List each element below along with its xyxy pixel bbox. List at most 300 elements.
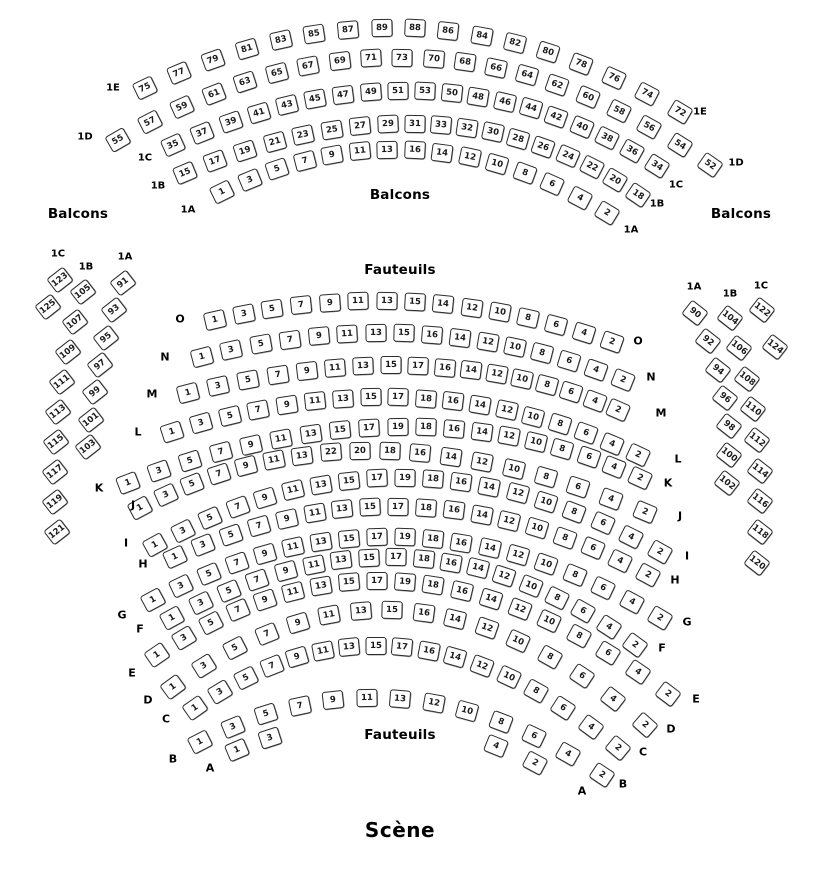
seat-balcon-1A-1[interactable]: 1 (209, 179, 236, 204)
seat-fauteuil-J-5[interactable]: 5 (179, 472, 205, 496)
seat-fauteuil-K-6[interactable]: 6 (576, 445, 602, 469)
seat-fauteuil-G-15[interactable]: 15 (337, 529, 360, 549)
seat-balcon-1C-42[interactable]: 42 (543, 105, 569, 129)
seat-balcon-1E-72[interactable]: 72 (666, 99, 693, 125)
seat-fauteuil-D-11[interactable]: 11 (317, 604, 341, 626)
seat-fauteuil-L-16[interactable]: 16 (441, 391, 464, 411)
seat-side-left-1B-117[interactable]: 117 (41, 458, 69, 485)
seat-balcon-1E-84[interactable]: 84 (470, 25, 494, 46)
seat-fauteuil-L-5[interactable]: 5 (217, 405, 242, 427)
seat-balcon-1D-66[interactable]: 66 (483, 57, 507, 79)
seat-side-left-1A-103[interactable]: 103 (74, 433, 102, 460)
seat-fauteuil-N-8[interactable]: 8 (530, 342, 555, 365)
seat-fauteuil-M-10[interactable]: 10 (510, 368, 534, 390)
seat-fauteuil-I-11[interactable]: 11 (281, 479, 306, 501)
seat-fauteuil-C-8[interactable]: 8 (522, 678, 549, 704)
seat-fauteuil-E-13[interactable]: 13 (309, 575, 333, 596)
seat-fauteuil-E-3[interactable]: 3 (170, 625, 197, 651)
seat-fauteuil-D-15[interactable]: 15 (382, 601, 403, 620)
seat-fauteuil-H-16[interactable]: 16 (442, 500, 465, 520)
seat-side-left-1B-111[interactable]: 111 (48, 368, 76, 395)
seat-fauteuil-G-12[interactable]: 12 (505, 544, 530, 567)
seat-fauteuil-B-4[interactable]: 4 (555, 741, 582, 767)
seat-fauteuil-B-6[interactable]: 6 (521, 724, 548, 749)
seat-fauteuil-G-13[interactable]: 13 (309, 531, 333, 552)
seat-balcon-1D-73[interactable]: 73 (392, 49, 413, 67)
seat-balcon-1E-87[interactable]: 87 (337, 20, 360, 40)
seat-fauteuil-F-7[interactable]: 7 (245, 568, 271, 592)
seat-balcon-1D-70[interactable]: 70 (422, 49, 444, 69)
seat-fauteuil-O-1[interactable]: 1 (203, 309, 228, 331)
seat-fauteuil-O-12[interactable]: 12 (460, 297, 483, 318)
seat-fauteuil-G-10[interactable]: 10 (533, 552, 559, 576)
seat-balcon-1E-75[interactable]: 75 (132, 75, 159, 100)
seat-fauteuil-L-3[interactable]: 3 (188, 412, 213, 435)
seat-side-left-1B-107[interactable]: 107 (61, 308, 89, 335)
seat-fauteuil-E-5[interactable]: 5 (197, 610, 224, 636)
seat-fauteuil-H-17[interactable]: 17 (388, 498, 409, 516)
seat-fauteuil-L-9[interactable]: 9 (275, 394, 298, 415)
seat-balcon-1B-26[interactable]: 26 (530, 135, 556, 159)
seat-balcon-1D-58[interactable]: 58 (605, 98, 632, 123)
seat-balcon-1C-44[interactable]: 44 (518, 97, 543, 120)
seat-fauteuil-I-12[interactable]: 12 (505, 482, 530, 505)
seat-fauteuil-B-10[interactable]: 10 (455, 700, 480, 723)
seat-fauteuil-M-14[interactable]: 14 (459, 360, 482, 380)
seat-balcon-1E-74[interactable]: 74 (634, 81, 661, 107)
seat-fauteuil-C-10[interactable]: 10 (496, 665, 523, 690)
seat-fauteuil-B-1[interactable]: 1 (187, 729, 214, 755)
seat-fauteuil-H-13[interactable]: 13 (331, 499, 354, 519)
seat-fauteuil-G-7[interactable]: 7 (224, 551, 250, 575)
seat-fauteuil-F-10[interactable]: 10 (518, 573, 544, 598)
seat-fauteuil-K-16[interactable]: 16 (443, 419, 465, 439)
seat-fauteuil-F-17[interactable]: 17 (386, 548, 407, 566)
seat-balcon-1D-71[interactable]: 71 (360, 49, 382, 68)
seat-fauteuil-M-15[interactable]: 15 (380, 356, 401, 374)
seat-fauteuil-J-4[interactable]: 4 (598, 487, 624, 511)
seat-fauteuil-C-5[interactable]: 5 (232, 665, 259, 690)
seat-balcon-1A-5[interactable]: 5 (264, 157, 290, 181)
seat-fauteuil-E-8[interactable]: 8 (565, 623, 592, 649)
seat-fauteuil-D-6[interactable]: 6 (568, 663, 595, 690)
seat-fauteuil-D-1[interactable]: 1 (159, 674, 187, 701)
seat-fauteuil-J-20[interactable]: 20 (350, 442, 371, 460)
seat-fauteuil-K-15[interactable]: 15 (329, 420, 352, 440)
seat-side-right-1B-108[interactable]: 108 (733, 365, 761, 392)
seat-fauteuil-N-7[interactable]: 7 (278, 329, 301, 350)
seat-balcon-1B-19[interactable]: 19 (232, 139, 257, 163)
seat-balcon-1A-16[interactable]: 16 (404, 140, 426, 159)
seat-fauteuil-L-10[interactable]: 10 (521, 405, 546, 428)
seat-balcon-1C-38[interactable]: 38 (594, 125, 621, 150)
seat-side-left-1B-105[interactable]: 105 (69, 278, 97, 305)
seat-fauteuil-E-14[interactable]: 14 (478, 587, 503, 610)
seat-fauteuil-G-16[interactable]: 16 (450, 532, 474, 553)
seat-balcon-1B-32[interactable]: 32 (456, 117, 479, 138)
seat-balcon-1D-63[interactable]: 63 (233, 71, 259, 95)
seat-fauteuil-K-9[interactable]: 9 (239, 434, 263, 456)
seat-fauteuil-M-17[interactable]: 17 (407, 357, 429, 376)
seat-balcon-1D-69[interactable]: 69 (328, 51, 351, 71)
seat-fauteuil-K-10[interactable]: 10 (524, 431, 549, 453)
seat-balcon-1B-15[interactable]: 15 (172, 161, 198, 186)
seat-fauteuil-K-2[interactable]: 2 (627, 465, 654, 490)
seat-fauteuil-L-11[interactable]: 11 (303, 391, 326, 411)
seat-fauteuil-O-7[interactable]: 7 (290, 295, 313, 315)
seat-fauteuil-H-12[interactable]: 12 (497, 509, 522, 531)
seat-side-left-1A-95[interactable]: 95 (93, 324, 121, 351)
seat-fauteuil-H-9[interactable]: 9 (274, 508, 298, 530)
seat-balcon-1A-10[interactable]: 10 (485, 153, 510, 176)
seat-fauteuil-L-2[interactable]: 2 (625, 442, 652, 467)
seat-side-left-1A-97[interactable]: 97 (86, 351, 114, 378)
seat-fauteuil-A-1[interactable]: 1 (224, 738, 250, 763)
seat-balcon-1D-64[interactable]: 64 (514, 64, 539, 87)
seat-balcon-1C-51[interactable]: 51 (387, 81, 408, 99)
seat-fauteuil-K-8[interactable]: 8 (550, 438, 575, 461)
seat-balcon-1C-40[interactable]: 40 (569, 114, 595, 139)
seat-balcon-1D-62[interactable]: 62 (544, 73, 570, 97)
seat-fauteuil-L-12[interactable]: 12 (495, 399, 519, 421)
seat-fauteuil-G-8[interactable]: 8 (562, 563, 588, 588)
seat-fauteuil-K-5[interactable]: 5 (178, 450, 203, 473)
seat-side-right-1A-94[interactable]: 94 (704, 356, 732, 383)
seat-fauteuil-J-11[interactable]: 11 (262, 449, 286, 471)
seat-fauteuil-H-15[interactable]: 15 (359, 498, 381, 517)
seat-fauteuil-F-6[interactable]: 6 (570, 598, 597, 624)
seat-fauteuil-O-8[interactable]: 8 (516, 307, 540, 329)
seat-fauteuil-K-11[interactable]: 11 (269, 428, 293, 450)
seat-fauteuil-B-7[interactable]: 7 (288, 695, 312, 717)
seat-fauteuil-D-16[interactable]: 16 (412, 602, 435, 623)
seat-fauteuil-G-19[interactable]: 19 (394, 528, 416, 547)
seat-fauteuil-O-9[interactable]: 9 (319, 293, 341, 312)
seat-fauteuil-D-8[interactable]: 8 (536, 644, 563, 670)
seat-fauteuil-D-7[interactable]: 7 (254, 622, 280, 647)
seat-fauteuil-J-7[interactable]: 7 (206, 463, 232, 487)
seat-fauteuil-E-1[interactable]: 1 (143, 642, 171, 669)
seat-fauteuil-B-2[interactable]: 2 (588, 762, 615, 789)
seat-fauteuil-F-18[interactable]: 18 (412, 549, 435, 569)
seat-fauteuil-L-7[interactable]: 7 (246, 399, 270, 421)
seat-fauteuil-H-6[interactable]: 6 (579, 536, 605, 561)
seat-fauteuil-M-16[interactable]: 16 (433, 358, 455, 378)
seat-balcon-1B-31[interactable]: 31 (404, 114, 425, 132)
seat-balcon-1C-50[interactable]: 50 (440, 83, 463, 103)
seat-fauteuil-I-3[interactable]: 3 (169, 518, 196, 543)
seat-fauteuil-O-3[interactable]: 3 (232, 303, 256, 325)
seat-fauteuil-J-1[interactable]: 1 (126, 495, 153, 521)
seat-fauteuil-L-4[interactable]: 4 (599, 431, 625, 456)
seat-balcon-1E-82[interactable]: 82 (503, 31, 528, 54)
seat-balcon-1E-85[interactable]: 85 (303, 23, 327, 44)
seat-balcon-1B-29[interactable]: 29 (377, 114, 399, 133)
seat-fauteuil-E-12[interactable]: 12 (507, 597, 533, 621)
seat-balcon-1C-48[interactable]: 48 (466, 86, 490, 107)
seat-fauteuil-M-12[interactable]: 12 (485, 364, 509, 385)
seat-fauteuil-H-8[interactable]: 8 (552, 525, 578, 549)
seat-fauteuil-M-4[interactable]: 4 (582, 389, 608, 413)
seat-side-right-1A-90[interactable]: 90 (681, 299, 709, 326)
seat-fauteuil-M-2[interactable]: 2 (605, 398, 631, 423)
seat-fauteuil-E-4[interactable]: 4 (624, 659, 651, 686)
seat-fauteuil-N-3[interactable]: 3 (219, 339, 243, 361)
seat-fauteuil-C-17[interactable]: 17 (391, 637, 414, 657)
seat-balcon-1D-57[interactable]: 57 (136, 110, 163, 136)
seat-fauteuil-F-2[interactable]: 2 (621, 632, 649, 659)
seat-fauteuil-N-13[interactable]: 13 (365, 324, 386, 342)
seat-fauteuil-B-8[interactable]: 8 (488, 710, 514, 734)
seat-fauteuil-G-4[interactable]: 4 (618, 589, 645, 615)
seat-fauteuil-O-6[interactable]: 6 (544, 313, 569, 336)
seat-balcon-1A-12[interactable]: 12 (458, 146, 482, 168)
seat-side-right-1B-118[interactable]: 118 (746, 519, 774, 546)
seat-fauteuil-N-2[interactable]: 2 (610, 368, 636, 393)
seat-balcon-1D-55[interactable]: 55 (104, 127, 131, 153)
seat-fauteuil-I-13[interactable]: 13 (309, 474, 333, 495)
seat-fauteuil-C-3[interactable]: 3 (207, 678, 234, 704)
seat-fauteuil-B-3[interactable]: 3 (220, 714, 246, 739)
seat-fauteuil-N-14[interactable]: 14 (448, 327, 471, 347)
seat-fauteuil-F-5[interactable]: 5 (216, 578, 242, 603)
seat-fauteuil-F-13[interactable]: 13 (330, 550, 353, 570)
seat-fauteuil-M-6[interactable]: 6 (558, 381, 583, 405)
seat-fauteuil-L-15[interactable]: 15 (360, 388, 381, 406)
seat-balcon-1A-11[interactable]: 11 (349, 141, 372, 161)
seat-side-right-1B-110[interactable]: 110 (739, 396, 767, 423)
seat-fauteuil-C-6[interactable]: 6 (549, 694, 576, 721)
seat-fauteuil-G-11[interactable]: 11 (280, 536, 304, 558)
seat-fauteuil-G-2[interactable]: 2 (646, 605, 673, 631)
seat-fauteuil-B-5[interactable]: 5 (254, 703, 279, 726)
seat-fauteuil-F-11[interactable]: 11 (302, 554, 326, 576)
seat-fauteuil-C-1[interactable]: 1 (181, 695, 209, 722)
seat-fauteuil-J-22[interactable]: 22 (320, 443, 342, 463)
seat-fauteuil-K-4[interactable]: 4 (601, 455, 627, 480)
seat-balcon-1B-21[interactable]: 21 (262, 131, 287, 154)
seat-side-right-1B-104[interactable]: 104 (716, 304, 744, 331)
seat-fauteuil-I-6[interactable]: 6 (590, 511, 616, 536)
seat-fauteuil-D-14[interactable]: 14 (443, 607, 468, 629)
seat-balcon-1A-4[interactable]: 4 (566, 185, 593, 211)
seat-fauteuil-D-12[interactable]: 12 (474, 616, 500, 640)
seat-fauteuil-M-1[interactable]: 1 (176, 382, 201, 405)
seat-balcon-1E-89[interactable]: 89 (371, 18, 392, 36)
seat-balcon-1E-78[interactable]: 78 (568, 51, 594, 75)
seat-fauteuil-O-4[interactable]: 4 (571, 321, 596, 344)
seat-balcon-1C-45[interactable]: 45 (303, 88, 327, 110)
seat-balcon-1C-49[interactable]: 49 (360, 82, 382, 101)
seat-fauteuil-J-8[interactable]: 8 (533, 465, 558, 488)
seat-fauteuil-H-5[interactable]: 5 (218, 523, 244, 547)
seat-balcon-1C-37[interactable]: 37 (189, 120, 215, 145)
seat-balcon-1B-18[interactable]: 18 (624, 182, 651, 209)
seat-balcon-1D-52[interactable]: 52 (696, 152, 724, 179)
seat-balcon-1E-77[interactable]: 77 (166, 60, 192, 85)
seat-side-left-1A-93[interactable]: 93 (100, 297, 128, 324)
seat-fauteuil-N-9[interactable]: 9 (307, 326, 330, 346)
seat-fauteuil-N-10[interactable]: 10 (503, 336, 527, 358)
seat-fauteuil-K-7[interactable]: 7 (209, 441, 234, 464)
seat-fauteuil-N-5[interactable]: 5 (249, 333, 273, 354)
seat-fauteuil-F-16[interactable]: 16 (439, 552, 463, 573)
seat-fauteuil-C-4[interactable]: 4 (577, 713, 605, 740)
seat-fauteuil-I-8[interactable]: 8 (561, 500, 587, 524)
seat-fauteuil-L-8[interactable]: 8 (547, 413, 572, 436)
seat-balcon-1A-3[interactable]: 3 (236, 167, 262, 192)
seat-fauteuil-C-13[interactable]: 13 (338, 637, 361, 657)
seat-fauteuil-O-15[interactable]: 15 (404, 292, 426, 311)
seat-fauteuil-M-3[interactable]: 3 (206, 375, 230, 397)
seat-balcon-1E-88[interactable]: 88 (404, 19, 426, 38)
seat-balcon-1C-35[interactable]: 35 (160, 132, 187, 157)
seat-side-left-1C-125[interactable]: 125 (34, 293, 62, 320)
seat-balcon-1D-54[interactable]: 54 (666, 132, 693, 158)
seat-balcon-1D-67[interactable]: 67 (296, 55, 320, 77)
seat-side-left-1B-121[interactable]: 121 (43, 518, 71, 545)
seat-fauteuil-B-11[interactable]: 11 (356, 689, 377, 707)
seat-fauteuil-C-16[interactable]: 16 (417, 640, 441, 662)
seat-fauteuil-G-3[interactable]: 3 (167, 573, 194, 598)
seat-side-left-1B-113[interactable]: 113 (44, 398, 72, 425)
seat-balcon-1C-43[interactable]: 43 (275, 94, 300, 116)
seat-side-left-1A-91[interactable]: 91 (109, 269, 137, 296)
seat-fauteuil-H-1[interactable]: 1 (162, 544, 189, 569)
seat-fauteuil-O-14[interactable]: 14 (432, 294, 455, 314)
seat-fauteuil-K-12[interactable]: 12 (497, 426, 521, 448)
seat-fauteuil-L-18[interactable]: 18 (415, 389, 437, 408)
seat-fauteuil-E-6[interactable]: 6 (595, 640, 622, 666)
seat-fauteuil-L-17[interactable]: 17 (388, 388, 409, 407)
seat-fauteuil-O-2[interactable]: 2 (599, 330, 625, 354)
seat-fauteuil-K-3[interactable]: 3 (146, 460, 172, 484)
seat-fauteuil-A-4[interactable]: 4 (483, 733, 509, 758)
seat-fauteuil-G-18[interactable]: 18 (422, 529, 445, 549)
seat-fauteuil-A-2[interactable]: 2 (521, 751, 548, 777)
seat-fauteuil-H-4[interactable]: 4 (607, 548, 634, 573)
seat-fauteuil-J-16[interactable]: 16 (409, 443, 431, 463)
seat-balcon-1D-60[interactable]: 60 (575, 85, 601, 110)
seat-fauteuil-G-17[interactable]: 17 (366, 528, 387, 547)
seat-fauteuil-H-14[interactable]: 14 (470, 504, 494, 526)
seat-balcon-1C-36[interactable]: 36 (619, 138, 646, 164)
seat-fauteuil-K-13[interactable]: 13 (299, 423, 322, 444)
seat-fauteuil-C-2[interactable]: 2 (604, 734, 632, 761)
seat-fauteuil-E-15[interactable]: 15 (337, 572, 359, 592)
seat-fauteuil-J-10[interactable]: 10 (501, 457, 526, 479)
seat-fauteuil-N-12[interactable]: 12 (476, 331, 500, 352)
seat-fauteuil-M-5[interactable]: 5 (236, 369, 260, 391)
seat-fauteuil-F-15[interactable]: 15 (358, 548, 380, 567)
seat-fauteuil-H-11[interactable]: 11 (303, 503, 327, 524)
seat-balcon-1D-65[interactable]: 65 (264, 62, 289, 85)
seat-fauteuil-I-5[interactable]: 5 (197, 506, 223, 531)
seat-fauteuil-I-17[interactable]: 17 (366, 469, 388, 488)
seat-fauteuil-I-7[interactable]: 7 (225, 495, 251, 519)
seat-fauteuil-I-10[interactable]: 10 (533, 490, 558, 514)
seat-fauteuil-D-4[interactable]: 4 (599, 685, 627, 712)
seat-balcon-1D-56[interactable]: 56 (636, 114, 663, 140)
seat-side-left-1A-99[interactable]: 99 (81, 379, 109, 406)
seat-fauteuil-I-9[interactable]: 9 (253, 486, 278, 509)
seat-balcon-1A-2[interactable]: 2 (593, 200, 620, 226)
seat-fauteuil-L-1[interactable]: 1 (159, 420, 184, 444)
seat-balcon-1A-9[interactable]: 9 (320, 144, 344, 165)
seat-fauteuil-H-7[interactable]: 7 (246, 514, 271, 537)
seat-balcon-1D-59[interactable]: 59 (169, 94, 196, 119)
seat-fauteuil-C-15[interactable]: 15 (365, 637, 386, 655)
seat-fauteuil-M-8[interactable]: 8 (534, 374, 559, 397)
seat-fauteuil-M-9[interactable]: 9 (295, 360, 318, 380)
seat-fauteuil-G-5[interactable]: 5 (196, 561, 222, 586)
seat-fauteuil-E-10[interactable]: 10 (536, 609, 563, 634)
seat-balcon-1B-20[interactable]: 20 (601, 167, 628, 193)
seat-side-left-1C-123[interactable]: 123 (46, 266, 74, 293)
seat-fauteuil-C-7[interactable]: 7 (258, 654, 284, 678)
seat-fauteuil-E-16[interactable]: 16 (450, 580, 475, 602)
seat-fauteuil-I-19[interactable]: 19 (394, 469, 415, 487)
seat-balcon-1A-14[interactable]: 14 (431, 142, 454, 163)
seat-fauteuil-C-9[interactable]: 9 (285, 646, 310, 669)
seat-fauteuil-F-14[interactable]: 14 (465, 557, 490, 580)
seat-fauteuil-J-12[interactable]: 12 (470, 451, 494, 473)
seat-fauteuil-E-11[interactable]: 11 (281, 580, 306, 603)
seat-fauteuil-N-16[interactable]: 16 (421, 325, 443, 345)
seat-fauteuil-K-18[interactable]: 18 (415, 418, 437, 437)
seat-balcon-1A-8[interactable]: 8 (512, 161, 538, 185)
seat-fauteuil-O-10[interactable]: 10 (488, 301, 512, 322)
seat-fauteuil-F-3[interactable]: 3 (187, 591, 214, 616)
seat-fauteuil-L-13[interactable]: 13 (332, 389, 354, 408)
seat-fauteuil-G-6[interactable]: 6 (590, 575, 617, 600)
seat-balcon-1D-68[interactable]: 68 (453, 52, 476, 73)
seat-balcon-1E-80[interactable]: 80 (535, 40, 560, 64)
seat-fauteuil-J-14[interactable]: 14 (439, 446, 462, 467)
seat-balcon-1A-6[interactable]: 6 (539, 172, 566, 197)
seat-balcon-1C-34[interactable]: 34 (643, 153, 670, 179)
seat-fauteuil-D-5[interactable]: 5 (222, 635, 249, 661)
seat-fauteuil-L-14[interactable]: 14 (468, 395, 492, 416)
seat-fauteuil-I-16[interactable]: 16 (450, 472, 473, 493)
seat-fauteuil-J-9[interactable]: 9 (234, 455, 259, 478)
seat-balcon-1E-81[interactable]: 81 (234, 37, 259, 60)
seat-side-right-1B-112[interactable]: 112 (743, 426, 771, 453)
seat-balcon-1B-22[interactable]: 22 (578, 155, 605, 181)
seat-side-right-1A-98[interactable]: 98 (715, 413, 743, 440)
seat-fauteuil-J-2[interactable]: 2 (632, 500, 658, 525)
seat-balcon-1B-17[interactable]: 17 (202, 149, 228, 173)
seat-fauteuil-O-5[interactable]: 5 (261, 298, 284, 319)
seat-balcon-1C-47[interactable]: 47 (332, 84, 355, 105)
seat-fauteuil-F-8[interactable]: 8 (544, 585, 571, 610)
seat-fauteuil-J-18[interactable]: 18 (379, 442, 401, 461)
seat-fauteuil-G-1[interactable]: 1 (139, 587, 166, 613)
seat-fauteuil-K-14[interactable]: 14 (470, 422, 493, 443)
seat-fauteuil-F-12[interactable]: 12 (491, 564, 517, 588)
seat-balcon-1B-30[interactable]: 30 (481, 121, 505, 143)
seat-fauteuil-D-2[interactable]: 2 (631, 711, 659, 738)
seat-fauteuil-F-9[interactable]: 9 (273, 560, 298, 583)
seat-fauteuil-M-7[interactable]: 7 (266, 364, 289, 385)
seat-balcon-1E-83[interactable]: 83 (268, 29, 292, 51)
seat-fauteuil-I-15[interactable]: 15 (338, 471, 361, 491)
seat-side-right-1B-116[interactable]: 116 (747, 488, 775, 515)
seat-fauteuil-I-4[interactable]: 4 (618, 524, 645, 549)
seat-fauteuil-H-18[interactable]: 18 (415, 498, 437, 517)
seat-fauteuil-H-10[interactable]: 10 (524, 517, 549, 540)
seat-balcon-1E-86[interactable]: 86 (437, 21, 460, 41)
